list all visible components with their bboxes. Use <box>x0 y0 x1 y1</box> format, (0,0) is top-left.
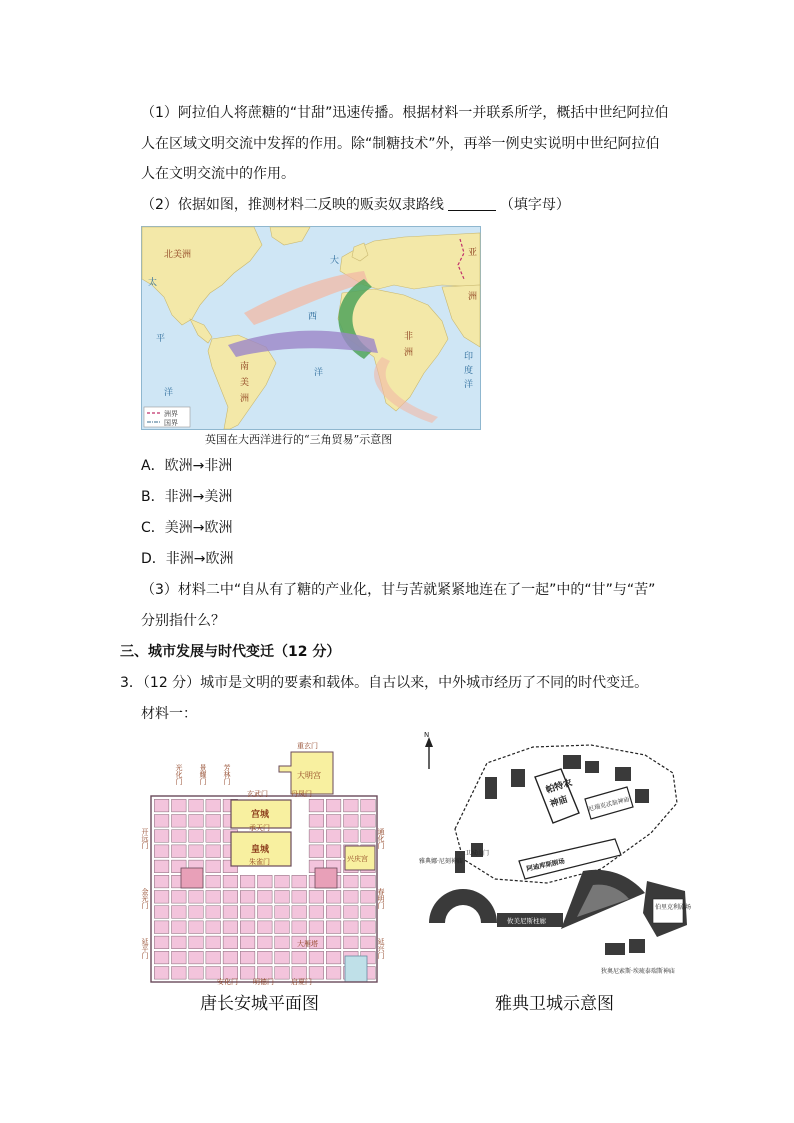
changan-ward-block <box>189 799 204 812</box>
gate-yanping: 延平门 <box>141 938 149 959</box>
label-asia-2: 洲 <box>468 292 478 302</box>
changan-east-market <box>315 868 337 888</box>
question-3-stem: 3．（12 分）城市是文明的要素和载体。自古以来，中外城市经历了不同的时代变迁。 <box>120 675 649 691</box>
label-propylaea: 卫城山门 <box>465 850 490 857</box>
building-4 <box>585 761 599 773</box>
changan-ward-block <box>344 921 359 934</box>
changan-ward-block <box>223 936 238 949</box>
option-b[interactable]: B．非洲→美洲 <box>141 489 233 505</box>
changan-ward-block <box>361 906 376 919</box>
changan-ward-block <box>154 815 169 828</box>
changan-ward-block <box>189 906 204 919</box>
building-6 <box>635 789 649 803</box>
label-daming-palace: 大明宫 <box>297 771 321 780</box>
building-2 <box>511 769 525 787</box>
changan-ward-block <box>258 936 273 949</box>
changan-ward-block <box>361 891 376 904</box>
label-south-america-1: 南 <box>240 362 250 372</box>
north-label: N <box>424 731 430 739</box>
label-africa-2: 洲 <box>404 348 414 358</box>
label-north-america: 北美洲 <box>164 250 192 260</box>
q2-prefix: （2）依据如图，推测材料二反映的贩卖奴隶路线 <box>141 197 444 213</box>
changan-ward-block <box>361 936 376 949</box>
changan-ward-block <box>240 875 255 888</box>
label-africa-1: 非 <box>404 332 414 342</box>
changan-ward-block <box>258 951 273 964</box>
building-5 <box>615 767 631 781</box>
gate-guanghua: 光化门 <box>175 764 183 785</box>
athens-svg <box>415 733 700 988</box>
changan-ward-block <box>154 951 169 964</box>
changan-ward-block <box>172 845 187 858</box>
label-south-america-2: 美 <box>240 378 250 388</box>
changan-ward-block <box>172 951 187 964</box>
building-10 <box>629 939 645 953</box>
changan-ward-block <box>344 906 359 919</box>
changan-ward-block <box>309 815 324 828</box>
changan-ward-block <box>292 906 307 919</box>
changan-ward-block <box>206 951 221 964</box>
changan-ward-block <box>326 815 341 828</box>
changan-ward-block <box>172 815 187 828</box>
label-dionysus-temple: 狄奥尼索斯·埃琉泰瑞斯神庙 <box>601 968 675 975</box>
label-parthenon-2: 神庙 <box>548 794 570 810</box>
label-indian-3: 洋 <box>464 380 474 390</box>
changan-ward-block <box>361 815 376 828</box>
changan-ward-block <box>275 891 290 904</box>
gate-chengtian: 承天门 <box>249 824 270 832</box>
option-a[interactable]: A．欧洲→非洲 <box>141 458 233 474</box>
gate-xuanwu-top: 重玄门 <box>297 742 318 750</box>
label-atlantic-3: 洋 <box>314 368 324 378</box>
changan-ward-block <box>189 830 204 843</box>
gate-danfeng: 丹凤门 <box>291 790 312 798</box>
changan-ward-block <box>292 875 307 888</box>
changan-ward-block <box>206 875 221 888</box>
changan-ward-block <box>344 936 359 949</box>
changan-ward-block <box>258 891 273 904</box>
changan-ward-block <box>292 891 307 904</box>
changan-ward-block <box>206 891 221 904</box>
changan-ward-block <box>240 891 255 904</box>
gate-mingde: 明德门 <box>253 978 274 986</box>
gate-kaiyuan: 开远门 <box>141 828 149 849</box>
changan-ward-block <box>154 845 169 858</box>
changan-ward-block <box>326 799 341 812</box>
label-pacific-3: 洋 <box>164 388 174 398</box>
changan-ward-block <box>189 891 204 904</box>
gate-anhua: 安化门 <box>217 978 238 986</box>
changan-ward-block <box>258 875 273 888</box>
gate-jinguang: 金光门 <box>141 888 149 909</box>
changan-ward-block <box>275 921 290 934</box>
label-dayanta: 大雁塔 <box>297 940 318 948</box>
theater-label-box <box>653 899 683 923</box>
changan-ward-block <box>172 891 187 904</box>
changan-ward-block <box>326 967 341 980</box>
changan-caption: 唐长安城平面图 <box>200 994 319 1014</box>
changan-ward-block <box>223 875 238 888</box>
changan-ward-block <box>223 891 238 904</box>
gate-tonghua: 通化门 <box>377 828 385 849</box>
changan-ward-block <box>240 906 255 919</box>
q1-line-1: （1）阿拉伯人将蔗糖的“甘甜”迅速传播。根据材料一并联系所学，概括中世纪阿拉伯 <box>141 105 669 121</box>
q2-line <box>141 195 570 215</box>
label-theater: 伯里克利剧场 <box>655 904 692 911</box>
changan-plan-figure <box>141 738 390 986</box>
changan-ward-block <box>206 906 221 919</box>
changan-ward-block <box>154 799 169 812</box>
changan-ward-block <box>309 921 324 934</box>
changan-ward-block <box>189 921 204 934</box>
changan-ward-block <box>189 936 204 949</box>
changan-ward-block <box>344 799 359 812</box>
changan-ward-block <box>309 830 324 843</box>
changan-ward-block <box>309 951 324 964</box>
map-caption: 英国在大西洋进行的“三角贸易”示意图 <box>205 433 393 446</box>
label-erechtheion: 厄瑞克忒翁神庙 <box>587 795 631 813</box>
changan-ward-block <box>344 875 359 888</box>
changan-ward-block <box>275 967 290 980</box>
changan-ward-block <box>292 921 307 934</box>
changan-ward-block <box>344 815 359 828</box>
label-atlantic-2: 西 <box>308 312 318 322</box>
changan-ward-block <box>344 830 359 843</box>
label-south-america-3: 洲 <box>240 394 250 404</box>
changan-ward-block <box>309 891 324 904</box>
legend-country-label: 国界 <box>164 419 178 427</box>
gate-jingyao: 景耀门 <box>199 764 207 785</box>
gate-fanglin: 芳林门 <box>223 764 231 785</box>
q3-line-2: 分别指什么？ <box>141 613 225 629</box>
label-palace-city: 宫城 <box>251 810 270 820</box>
answer-blank[interactable] <box>448 196 496 211</box>
changan-ward-block <box>154 830 169 843</box>
gate-qixia: 启夏门 <box>291 978 312 986</box>
gate-xuanwu: 玄武门 <box>247 790 268 798</box>
changan-qujiang-pond <box>345 956 367 982</box>
triangle-trade-map <box>141 226 481 430</box>
changan-ward-block <box>361 799 376 812</box>
q3-line-1: （3）材料二中“自从有了糖的产业化，甘与苦就紧紧地连在了一起”中的“甘”与“苦” <box>141 582 656 598</box>
option-c[interactable]: C．美洲→欧洲 <box>141 520 233 536</box>
legend-continent-label: 洲界 <box>164 410 178 418</box>
changan-ward-block <box>154 860 169 873</box>
changan-ward-block <box>206 921 221 934</box>
changan-ward-block <box>189 845 204 858</box>
changan-ward-block <box>326 891 341 904</box>
label-atlantic-1: 大 <box>330 256 340 266</box>
changan-ward-block <box>326 936 341 949</box>
changan-ward-block <box>326 906 341 919</box>
changan-ward-block <box>258 921 273 934</box>
changan-ward-block <box>223 951 238 964</box>
map-svg <box>142 227 480 429</box>
changan-ward-block <box>223 921 238 934</box>
label-pacific-1: 太 <box>148 278 158 288</box>
changan-ward-block <box>154 906 169 919</box>
changan-ward-block <box>172 967 187 980</box>
changan-ward-block <box>223 906 238 919</box>
changan-ward-block <box>344 891 359 904</box>
changan-ward-block <box>206 860 221 873</box>
label-pacific-2: 平 <box>156 334 166 344</box>
changan-ward-block <box>172 906 187 919</box>
changan-ward-block <box>309 799 324 812</box>
changan-ward-block <box>292 951 307 964</box>
changan-ward-block <box>189 951 204 964</box>
material-1-label: 材料一： <box>141 706 197 722</box>
changan-ward-block <box>240 921 255 934</box>
parthenon <box>535 769 579 823</box>
changan-ward-block <box>326 951 341 964</box>
changan-ward-block <box>309 906 324 919</box>
changan-ward-block <box>326 921 341 934</box>
changan-ward-block <box>189 967 204 980</box>
label-odeon: 阿迪库斯剧场 <box>525 857 566 873</box>
changan-west-market <box>181 868 203 888</box>
label-imperial-city: 皇城 <box>251 845 270 855</box>
label-asia-1: 亚 <box>468 248 478 258</box>
changan-ward-block <box>275 936 290 949</box>
label-xingqing-palace: 兴庆宫 <box>347 855 368 863</box>
changan-svg <box>141 738 390 986</box>
athens-acropolis-figure <box>415 733 700 988</box>
changan-ward-block <box>206 799 221 812</box>
changan-ward-block <box>154 936 169 949</box>
changan-ward-block <box>206 830 221 843</box>
building-3 <box>563 755 581 769</box>
section-3-title: 三、城市发展与时代变迁（12 分） <box>120 644 341 660</box>
changan-ward-block <box>275 875 290 888</box>
changan-ward-block <box>172 936 187 949</box>
building-1 <box>485 777 497 799</box>
label-parthenon-1: 帕特农 <box>544 777 574 796</box>
changan-ward-block <box>361 875 376 888</box>
changan-ward-block <box>258 906 273 919</box>
changan-ward-block <box>206 815 221 828</box>
changan-ward-block <box>361 921 376 934</box>
changan-ward-block <box>206 845 221 858</box>
changan-ward-block <box>361 830 376 843</box>
changan-ward-block <box>154 967 169 980</box>
option-d[interactable]: D．非洲→欧洲 <box>141 551 234 567</box>
changan-ward-block <box>154 891 169 904</box>
changan-ward-block <box>154 921 169 934</box>
label-indian-1: 印 <box>464 352 474 362</box>
q1-line-2: 人在区域文明交流中发挥的作用。除“制糖技术”外，再举一例史实说明中世纪阿拉伯 <box>141 136 660 152</box>
label-nike: 雅典娜·尼刻神庙 <box>419 858 463 865</box>
changan-ward-block <box>172 830 187 843</box>
changan-ward-block <box>326 830 341 843</box>
changan-ward-block <box>240 951 255 964</box>
gate-chunming: 春明门 <box>377 888 385 909</box>
gate-zhuque: 朱雀门 <box>249 858 270 866</box>
changan-ward-block <box>154 875 169 888</box>
changan-ward-block <box>172 921 187 934</box>
changan-ward-block <box>206 936 221 949</box>
label-stoa: 攸美尼斯柱廊 <box>507 917 546 925</box>
q1-line-3: 人在文明交流中的作用。 <box>141 166 295 182</box>
changan-ward-block <box>326 845 341 858</box>
changan-ward-block <box>172 799 187 812</box>
changan-ward-block <box>309 845 324 858</box>
changan-ward-block <box>275 951 290 964</box>
changan-ward-block <box>240 936 255 949</box>
changan-ward-block <box>189 815 204 828</box>
q2-suffix: （填字母） <box>499 197 570 213</box>
label-indian-2: 度 <box>464 366 474 376</box>
building-9 <box>605 943 625 955</box>
athens-caption: 雅典卫城示意图 <box>495 994 614 1014</box>
gate-yanxing: 延兴门 <box>377 938 385 959</box>
changan-ward-block <box>275 906 290 919</box>
